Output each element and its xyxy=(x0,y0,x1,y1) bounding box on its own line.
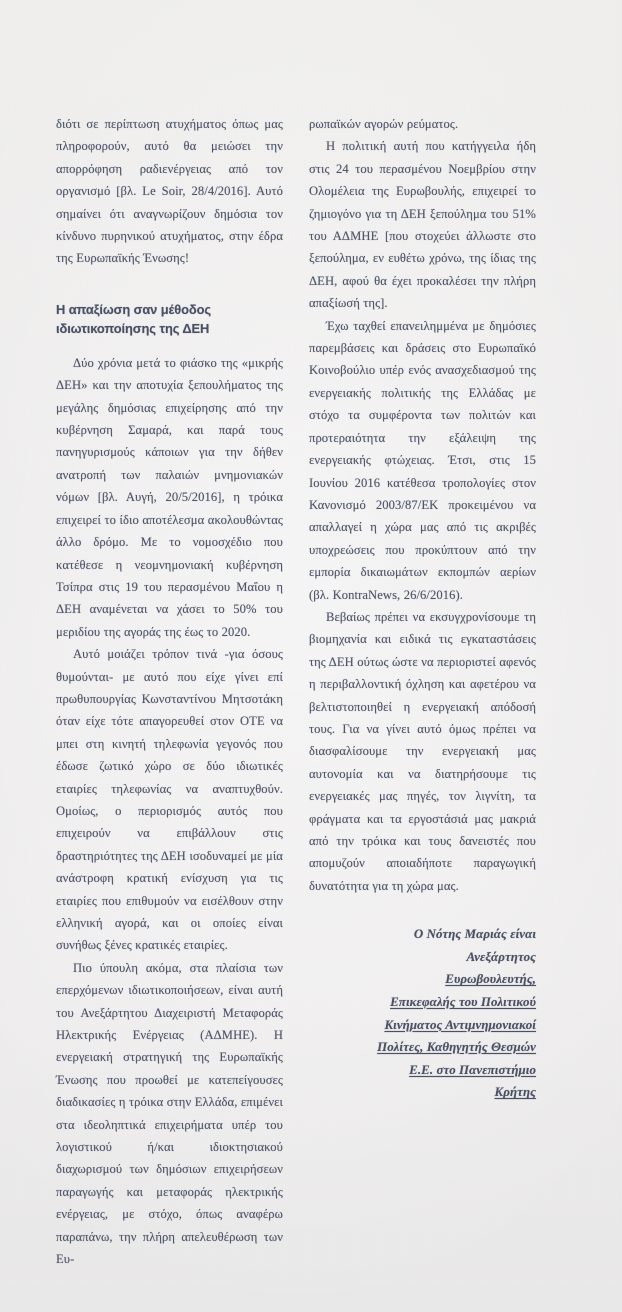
signature-line: Ευρωβουλευτής, xyxy=(445,972,536,987)
headline-line-1: Η απαξίωση σαν μέθοδος xyxy=(56,301,211,317)
article-body xyxy=(56,113,536,1267)
paragraph: διότι σε περίπτωση ατυχήματος όπως μας πληροφορούν, αυτό θα μειώσει την απορρόφηση ραδιενέργειας από τον οργανισμό [βλ. Le Soir, 28/4/2016]. Αυτό σημαίνει ότι αναγνωρίζουν δημόσια τον κίνδυνο πυρηνικού ατυχήματος, στην έδρα της Ευρωπαϊκής Ένωσης! xyxy=(56,117,283,266)
article-column-left xyxy=(56,113,283,1271)
signature-line: Ανεξάρτητος xyxy=(466,949,536,964)
paragraph: Αυτό μοιάζει τρόπον τινά -για όσους θυμούνται- με αυτό που είχε γίνει επί πρωθυπουργίας Κωνσταντίνου Μητσοτάκη όταν είχε τότε απαγορευθεί στον ΟΤΕ να μπει στη κινητή τηλεφωνία γεγονός που έδωσε ζωτικό χώρο σε δύο ιδιωτικές εταιρίες τηλεφωνίας να αναπτυχθούν. Ομοίως, ο περιορισμός αυτός που επιχειρούν να επιβάλλουν στις δραστηριότητες της ΔΕΗ ισοδυναμεί με μία ανάστροφη κρατική ενίσχυση για τις εταιρίες που επιθυμούν να εισέλθουν στην ελληνική αγορά, και οι οποίες είναι συνήθως ξένες κρατικές εταιρίες. xyxy=(56,647,283,953)
paragraph: Δύο χρόνια μετά το φιάσκο της «μικρής ΔΕΗ» και την αποτυχία ξεπουλήματος της μεγάλης δημόσιας επιχείρησης από την κυβέρνηση Σαμαρά, και παρά τους πανηγυρισμούς κάποιων για την δήθεν ανατροπή των παλαιών μνημονιακών νόμων [βλ. Αυγή, 20/5/2016], η τρόικα επιχειρεί το ίδιο αποτέλεσμα ακολουθώντας άλλο δρόμο. Με το νομοσχέδιο που κατέθεσε η νεομνημονιακή κυβέρνηση Τσίπρα στις 19 του περασμένου Μαΐου η ΔΕΗ αναμένεται να χάσει το 50% του μεριδίου της αγοράς της έως το 2020. xyxy=(56,355,283,639)
article-headline xyxy=(56,300,283,338)
signature-line: Ο Νότης Μαριάς είναι xyxy=(413,927,536,942)
signature-line: Ε.Ε. στο Πανεπιστήμιο xyxy=(409,1062,536,1077)
paragraph: Η πολιτική αυτή που κατήγγειλα ήδη στις 24 του περασμένου Νοεμβρίου στην Ολομέλεια της Ευρωβουλής, επιχειρεί το ζημιογόνο για τη ΔΕΗ ξεπούλημα του 51% του ΑΔΜΗΕ [που στοχεύει άλλωστε στο ξεπούλημα, εν ευθέτω χρόνω, της ίδιας της ΔΕΗ, αφού θα έχει προκαλέσει την πλήρη απαξίωσή της]. xyxy=(309,139,536,311)
paragraph: Έχω ταχθεί επανειλημμένα με δημόσιες παρεμβάσεις και δράσεις στο Ευρωπαϊκό Κοινοβούλιο υπέρ ενός ανασχεδιασμού της ενεργειακής πολιτικής της Ελλάδας με στόχο τα συμφέροντα των πολιτών και προτεραιότητα την εξάλειψη της ενεργειακής φτώχειας. Έτσι, στις 15 Ιουνίου 2016 κατέθεσα τροπολογίες στον Κανονισμό 2003/87/ΕΚ προκειμένου να απαλλαγεί η χώρα μας από τις ακριβές υποχρεώσεις που προκύπτουν από την εμπορία δικαιωμάτων εκπομπών αερίων (βλ. KontraNews, 26/6/2016). xyxy=(309,318,536,602)
paragraph: Πιο ύπουλη ακόμα, στα πλαίσια των επερχόμενων ιδιωτικοποιήσεων, είναι αυτή του Ανεξάρτητου Διαχειριστή Μεταφοράς Ηλεκτρικής Ενέργειας (ΑΔΜΗΕ). Η ενεργειακή στρατηγική της Ευρωπαϊκής Ένωσης που προωθεί με κατεπείγουσες διαδικασίες η τρόικα στην Ελλάδα, επιμένει στα ιδεοληπτικά επιχειρήματα υπέρ του λογιστικού ή/και ιδιοκτησιακού διαχωρισμού των δημόσιων επιχειρήσεων παραγωγής και μεταφοράς ηλεκτρικής ενέργειας, με στόχο, όπως αναφέρω παραπάνω, την πλήρη απελευθέρωση των Ευ- xyxy=(56,960,283,1267)
signature-line: Κινήματος Αντιμνημονιακοί xyxy=(384,1017,536,1032)
spacer xyxy=(56,338,283,352)
signature-line: Επικεφαλής του Πολιτικού xyxy=(390,995,536,1009)
signature-line: Κρήτης xyxy=(494,1085,536,1100)
author-signature xyxy=(309,923,536,1104)
paragraph: Βεβαίως πρέπει να εκσυγχρονίσουμε τη βιομηχανία και ειδικά τις εγκαταστάσεις της ΔΕΗ ούτως ώστε να περιοριστεί αφενός η περιβαλλοντική όχληση και αφετέρου να βελτιστοποιηθεί η ενεργειακή απόδοσή τους. Για να γίνει αυτό όμως πρέπει να διασφαλίσουμε την ενεργειακή μας αυτονομία και να διατηρήσουμε τις ενεργειακές μας πηγές, τον λιγνίτη, τα φράγματα και τα εργοστάσιά μας μακριά από την τρόικα και τους δανειστές που απομυζούν αποιαδήποτε παραγωγική δυνατότητα για τη χώρα μας. xyxy=(309,609,536,893)
paragraph: ρωπαϊκών αγορών ρεύματος. xyxy=(309,117,459,131)
signature-line: Πολίτες, Καθηγητής Θεσμών xyxy=(377,1040,536,1055)
headline-line-2: ιδιωτικοποίησης της ΔΕΗ xyxy=(56,320,210,336)
article-column-right xyxy=(309,113,536,1104)
spacer xyxy=(56,270,283,300)
